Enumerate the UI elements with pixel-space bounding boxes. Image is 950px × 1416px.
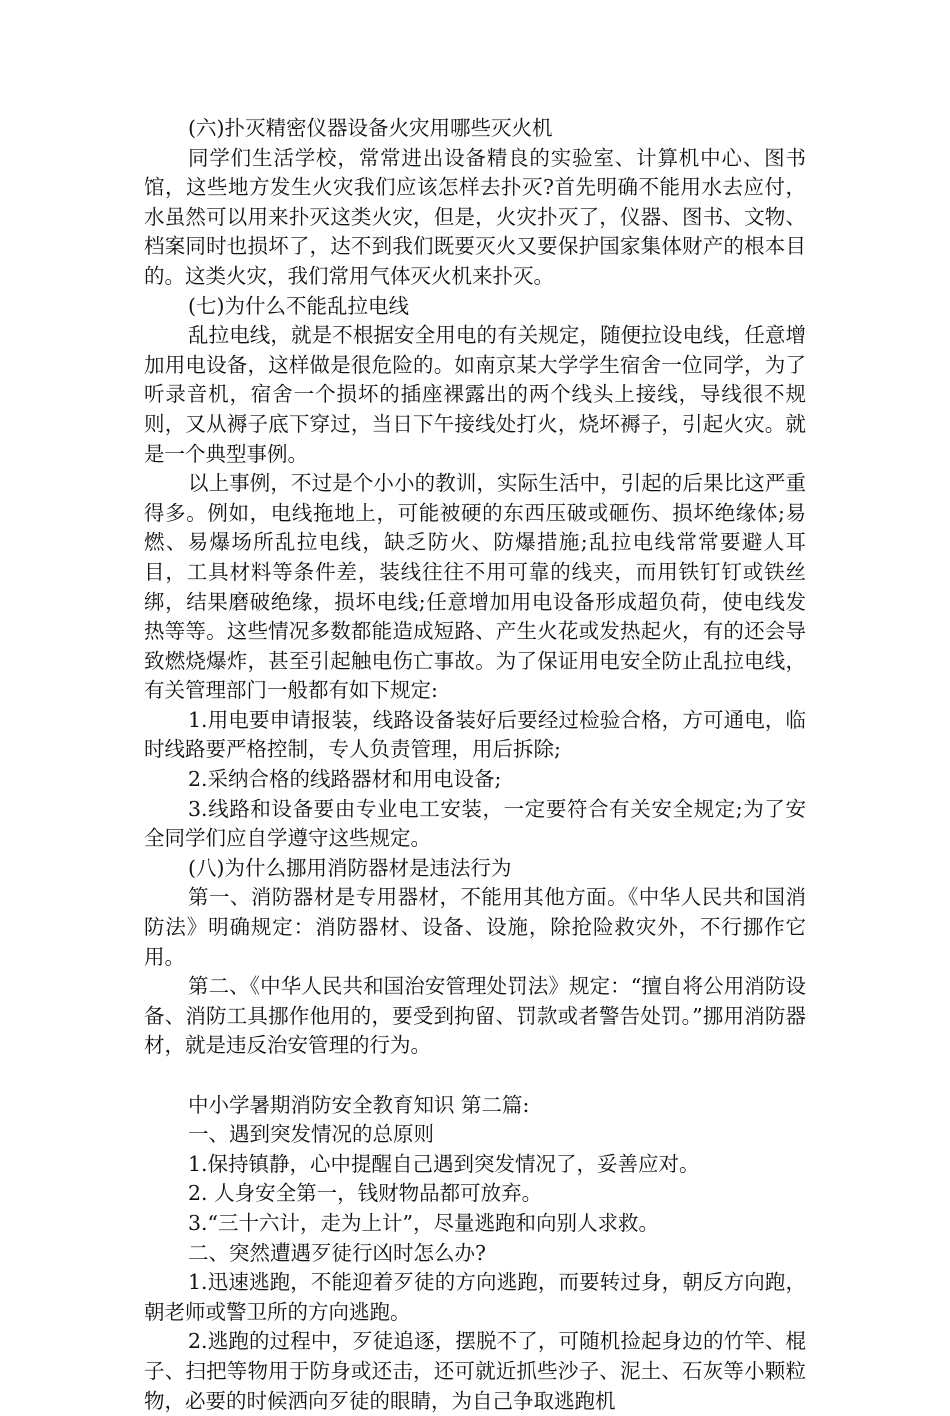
list-item: 2.采纳合格的线路器材和用电设备; [188, 767, 502, 792]
list-item: 1.用电要申请报装，线路设备装好后要经过检验合格，方可通电，临时线路要严格控制，专人负责管理，用后拆除; [144, 707, 806, 762]
list-item: 3.“三十六计，走为上计”，尽量逃跑和向别人求救。 [188, 1210, 660, 1235]
document-body [144, 114, 806, 1416]
list-item: 2. 人身安全第一，钱财物品都可放弃。 [188, 1181, 543, 1206]
paragraph: 同学们生活学校，常常进出设备精良的实验室、计算机中心、图书馆，这些地方发生火灾我们应该怎样去扑灭?首先明确不能用水去应付，水虽然可以用来扑灭这类火灾，但是，火灾扑灭了，仪器、图书、文物、档案同时也损坏了，达不到我们既要灭火又要保护国家集体财产的根本目的。这类火灾，我们常用气体灭火机来扑灭。 [144, 145, 806, 288]
section-heading-6: (六)扑灭精密仪器设备火灾用哪些灭火机 [188, 116, 553, 140]
section-heading-8: (八)为什么挪用消防器材是违法行为 [188, 855, 512, 880]
blank-line [144, 1061, 806, 1091]
section-heading-7: (七)为什么不能乱拉电线 [188, 293, 409, 318]
list-item: 2.逃跑的过程中，歹徒追逐，摆脱不了，可随机捡起身边的竹竿、棍子、扫把等物用于防身或还击，还可就近抓些沙子、泥土、石灰等小颗粒物，必要的时候洒向歹徒的眼睛，为自己争取逃跑机 [144, 1329, 806, 1413]
list-item: 1.迅速逃跑，不能迎着歹徒的方向逃跑，而要转过身，朝反方向跑，朝老师或警卫所的方向逃跑。 [144, 1270, 806, 1324]
paragraph: 以上事例，不过是个小小的教训，实际生活中，引起的后果比这严重得多。例如，电线拖地上，可能被硬的东西压破或砸伤、损坏绝缘体;易燃、易爆场所乱拉电线，缺乏防火、防爆措施;乱拉电线常常要避人耳目，工具材料等条件差，装线往往不用可靠的线夹，而用铁钉钉或铁丝绑，结果磨破绝缘，损坏电线;任意增加用电设备形成超负荷，使电线发热等等。这些情况多数都能造成短路、产生火花或发热起火，有的还会导致燃烧爆炸，甚至引起触电伤亡事故。为了保证用电安全防止乱拉电线，有关管理部门一般都有如下规定: [144, 471, 806, 703]
paragraph: 第一、消防器材是专用器材，不能用其他方面。《中华人民共和国消防法》明确规定：消防器材、设备、设施，除抢险救灾外，不行挪作它用。 [144, 885, 806, 969]
part-two-heading: 中小学暑期消防安全教育知识 第二篇: [188, 1092, 530, 1117]
list-item: 1.保持镇静，心中提醒自己遇到突发情况了，妥善应对。 [188, 1151, 700, 1176]
list-item: 3.线路和设备要由专业电工安装，一定要符合有关安全规定;为了安全同学们应自学遵守这些规定。 [144, 796, 806, 851]
section-heading-1: 一、遇到突发情况的总原则 [188, 1122, 434, 1147]
section-heading-2: 二、突然遭遇歹徒行凶时怎么办? [188, 1240, 486, 1265]
paragraph: 第二、《中华人民共和国治安管理处罚法》规定：“擅自将公用消防设备、消防工具挪作他用的，要受到拘留、罚款或者警告处罚。”挪用消防器材，就是违反治安管理的行为。 [144, 974, 806, 1058]
paragraph: 乱拉电线，就是不根据安全用电的有关规定，随便拉设电线，任意增加用电设备，这样做是很危险的。如南京某大学学生宿舍一位同学，为了听录音机，宿舍一个损坏的插座裸露出的两个线头上接线，导线很不规则，又从褥子底下穿过，当日下午接线处打火，烧坏褥子，引起火灾。就是一个典型事例。 [144, 323, 806, 466]
